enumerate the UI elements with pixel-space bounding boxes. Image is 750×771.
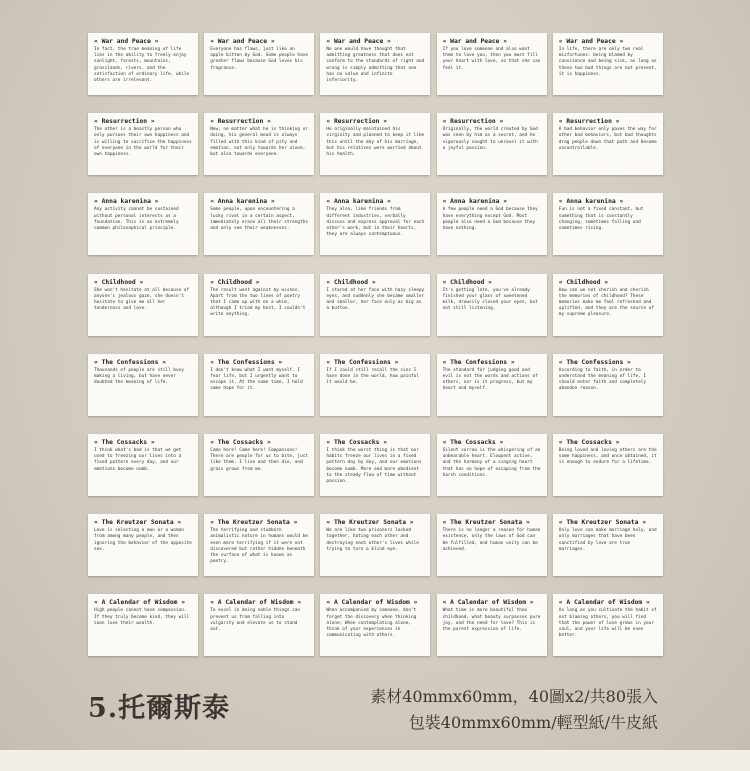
quote-card — [320, 193, 430, 255]
quote-card — [88, 274, 198, 336]
quote-card — [553, 33, 663, 95]
quote-card-title: « A Calendar of Wisdom » — [210, 599, 302, 607]
quote-card — [88, 594, 198, 656]
quote-card-title: « Childhood » — [326, 278, 376, 286]
quote-card-title: « War and Peace » — [326, 38, 391, 45]
quote-card-title: « Childhood » — [94, 278, 144, 286]
quote-card-title: « Childhood » — [558, 278, 609, 286]
quote-card-title: « Childhood » — [442, 278, 492, 286]
quote-card-text: The result went against my wishes. Apart from the two lines of poetry that I came up with on a whim, although I tried my best, I couldn't write anything. — [210, 287, 306, 318]
quote-card-title: « The Kreutzer Sonata » — [326, 519, 414, 527]
quote-card — [204, 113, 314, 175]
quote-card — [437, 434, 547, 496]
quote-card-text: I don't know what I want myself. I fear life, but I urgently want to escape it. At the same time, I hold some hope for it. — [210, 367, 303, 392]
quote-card — [553, 193, 663, 255]
quote-card-title: « The Confessions » — [558, 358, 631, 366]
quote-card — [88, 354, 198, 416]
quote-card-title: « The Confessions » — [326, 358, 399, 366]
quote-card-title: « The Confessions » — [210, 358, 283, 366]
quote-card-title: « War and Peace » — [442, 38, 508, 45]
quote-card-text: To excel in doing noble things can prevent us from falling into vulgarity and elevate us to stand out. — [210, 608, 301, 632]
quote-card — [204, 594, 314, 656]
quote-card-title: « Resurrection » — [326, 118, 388, 126]
quote-card — [553, 434, 663, 496]
quote-card-text: We are like two prisoners locked together, hating each other and destroying each other's lives while trying to turn a blind eye. — [326, 528, 419, 552]
quote-card — [437, 113, 547, 175]
quote-card-title: « Resurrection » — [442, 118, 504, 126]
quote-card-title: « Childhood » — [210, 278, 260, 286]
quote-card-title: « The Kreutzer Sonata » — [210, 519, 298, 527]
quote-card — [88, 193, 198, 255]
quote-card-text: The other is a beastly person who only pursues their own happiness and is willing to sacrifice the happiness of everyone in the world for their own happiness. — [94, 127, 192, 157]
quote-card-text: In fact, the true meaning of life lies in the ability to freely enjoy sunlight, forests, mountains, grasslands, rivers, and the satisfaction of ordinary life, while others are irrelevant. — [94, 47, 190, 84]
quote-card-title: « Resurrection » — [94, 118, 155, 126]
quote-card-title: « A Calendar of Wisdom » — [442, 599, 534, 607]
quote-card-text: If I could still recall the sins I have done in the world, how painful it would be. — [326, 367, 419, 386]
quote-card-title: « The Confessions » — [94, 358, 167, 366]
quote-card — [320, 434, 430, 496]
quote-card-text: As long as you cultivate the habit of not blaming others, you will find that the power of love grows in your soul, and your life will be even better. — [558, 608, 657, 639]
quote-card-title: « A Calendar of Wisdom » — [326, 599, 418, 607]
quote-card-text: Silent sorrow is the whispering of an unbearable heart. Eloquent active, and the harmony of a singing heart that has no hope of escaping from the harsh conditions. — [442, 448, 541, 478]
quote-card — [204, 33, 314, 95]
quote-card — [437, 354, 547, 416]
quote-card — [437, 33, 547, 95]
quote-card — [320, 594, 430, 656]
quote-card-title: « The Cossacks » — [326, 439, 388, 446]
quote-card — [320, 514, 430, 576]
quote-card — [320, 354, 430, 416]
quote-card-text: Being loved and loving others are the same happiness, and once obtained, it is enough to endure for a lifetime. — [558, 448, 657, 466]
quote-card — [437, 193, 547, 255]
quote-card-text: Originally, the world created by God was seen by him as a secret, and he vigorously sought to unravel it with a joyful passion. — [442, 127, 538, 151]
quote-card — [320, 274, 430, 336]
quote-card-title: « The Kreutzer Sonata » — [558, 519, 646, 527]
quote-card-title: « Resurrection » — [558, 118, 620, 126]
quote-card-text: Fun is not a fixed constant, but something that is constantly changing, sometimes falling and sometimes rising. — [558, 207, 644, 231]
quote-card — [320, 113, 430, 175]
quote-card-text: High people cannot have compassion. If they truly become kind, they will soon lose their wealth. — [94, 608, 190, 626]
quote-card-text: Thousands of people are still busy making a living, but have never doubted the meaning of life. — [94, 367, 184, 386]
quote-card-text: Some people, upon encountering a lucky rival in a certain aspect, immediately erase all their strengths and only see their weaknesses. — [210, 207, 308, 231]
quote-card — [553, 274, 663, 336]
quote-card — [553, 514, 663, 576]
quote-card-title: « The Cossacks » — [442, 439, 504, 446]
quote-card — [437, 274, 547, 336]
quote-card — [553, 113, 663, 175]
quote-card — [553, 354, 663, 416]
quote-card — [204, 354, 314, 416]
quote-card — [88, 113, 198, 175]
quote-card-title: « War and Peace » — [210, 38, 275, 45]
quote-card-text: According to faith, in order to understand the meaning of life, I should enter faith and completely abandon reason. — [558, 367, 647, 392]
quote-card-text: There is no longer a reason for human existence, only the laws of God can be fulfilled, and human unity can be achieved. — [442, 528, 541, 552]
quote-card-title: « Resurrection » — [210, 118, 271, 126]
quote-card-text: I think the worst thing is that our habits freeze our lives in a fixed pattern day by day, and our emotions become numb. More and more obedient to the steady flow of time without passion. — [326, 448, 422, 485]
quote-card-text: He originally maintained his virginity and planned to keep it like this until the day of his marriage, but his relatives were worried about his health. — [326, 127, 425, 157]
quote-card-title: « The Kreutzer Sonata » — [94, 519, 182, 527]
quote-card-title: « A Calendar of Wisdom » — [558, 599, 650, 607]
quote-card-text: How can we not cherish and cherish the memories of childhood? These memories make me feel refreshed and uplifted, and they are the source of my supreme pleasure. — [558, 287, 654, 318]
quote-card-title: « A Calendar of Wisdom » — [94, 599, 185, 607]
packaging-spec: 包裝40mmx60mm/輕型紙/牛皮紙 — [408, 713, 658, 732]
quote-card — [204, 193, 314, 255]
quote-card — [437, 514, 547, 576]
quote-card — [204, 274, 314, 336]
quote-card-title: « Anna karenina » — [558, 198, 624, 206]
quote-card-title: « The Cossacks » — [558, 439, 620, 446]
product-title: 5.托爾斯泰 — [88, 693, 231, 724]
quote-card — [204, 514, 314, 576]
quote-card-text: No one would have thought that admitting greatness that does not conform to the standards of right and wrong is simply admitting that one has no value and infinite inferiority. — [326, 47, 425, 84]
quote-card-text: In life, there are only two real misfortunes: being blamed by conscience and being sick, as long as these two bad things are not present, it is happiness. — [558, 47, 657, 77]
quote-card-title: « Anna karenina » — [94, 198, 159, 206]
quote-card — [320, 33, 430, 95]
quote-card-text: She won't hesitate at all because of anyone's jealous gaze, she doesn't hesitate to give me all her tenderness and love. — [94, 287, 190, 312]
quote-card — [204, 434, 314, 496]
quote-card — [88, 33, 198, 95]
quote-card-text: Everyone has flaws, just like an apple bitten by God. Some people have greater flaws because God loves his fragrance. — [210, 47, 308, 71]
quote-card-title: « The Cossacks » — [94, 439, 155, 446]
quote-card-title: « The Cossacks » — [210, 439, 271, 446]
quote-card — [88, 434, 198, 496]
quote-card-text: It's getting late, you've already finished your glass of sweetened milk, drowsily closed your eyes, but not still listening. — [442, 287, 538, 312]
quote-card-title: « War and Peace » — [558, 38, 624, 45]
quote-card — [88, 514, 198, 576]
quote-card-title: « The Kreutzer Sonata » — [442, 519, 530, 527]
quote-card-text: When accompanied by someone, don't forget the discovery when thinking alone; When contemplating alone, think of your experiences in communicating with others. — [326, 608, 417, 639]
quote-card-text: A few people need a God because they have everything except God. Most people also need a God because they have nothing. — [442, 207, 538, 231]
quote-card-text: If you love someone and also want them to love you, then you must fill your heart with love, so that she can feel it. — [442, 47, 541, 71]
quote-card-text: Only love can make marriage holy, and only marriages that have been sanctified by love are true marriages. — [558, 528, 657, 552]
quote-card-text: Come here! Come here! Companions! There are people for us to bite, just like them. I live and then die, and grass grows from me. — [210, 448, 308, 472]
quote-card-title: « Anna karenina » — [326, 198, 391, 206]
quote-card-text: What time is more beautiful than childhood, what beauty surpasses pure joy, and the need for love? This is the purest expression of life. — [442, 608, 541, 632]
quote-card-text: The standard for judging good and evil is not the words and actions of others, nor is it progress, but my heart and myself. — [442, 367, 538, 392]
quote-card-title: « Anna karenina » — [442, 198, 508, 206]
quote-card-title: « War and Peace » — [94, 38, 159, 45]
quote-card-text: They also, like friends from different industries, verbally discuss and express approval for each other's work, but in their hearts, they are always contemptuous. — [326, 207, 425, 238]
material-spec: 素材40mmx60mm，40圖x2/共80張入 — [370, 687, 658, 706]
quote-card-title: « The Confessions » — [442, 358, 515, 366]
quote-card-text: I think what's bad is that we get used to freezing our lives into a fixed pattern every day, and our emotions become numb. — [94, 448, 182, 472]
quote-card-text: Any activity cannot be sustained without personal interests as a foundation. This is an extremely common philosophical principle. — [94, 207, 179, 231]
quote-card-text: Love is selecting a man or a woman from among many people, and then ignoring the behavior of the opposite sex. — [94, 528, 192, 552]
quote-card-text: I stared at her face with hazy sleepy eyes, and suddenly she became smaller and smaller, her face only as big as a button. — [326, 287, 425, 312]
bottom-strip — [0, 750, 750, 771]
quote-card-text: Now, no matter what he is thinking or doing, his general mood is always filled with this kind of pity and emotion, not only towards her alone, but also towards everyone. — [210, 127, 308, 157]
quote-card-title: « Anna karenina » — [210, 198, 275, 206]
quote-card — [553, 594, 663, 656]
quote-card-text: A bad behavior only paves the way for other bad behaviors, but bad thoughts drag people down that path and become uncontrollable. — [558, 127, 657, 151]
quote-card-text: The terrifying and stubborn animalistic nature in humans would be even more terrifying if it were not discovered but rather hidden beneath the surface of what is known as poetry. — [210, 528, 308, 565]
sticker-grid — [88, 33, 658, 663]
quote-card — [437, 594, 547, 656]
